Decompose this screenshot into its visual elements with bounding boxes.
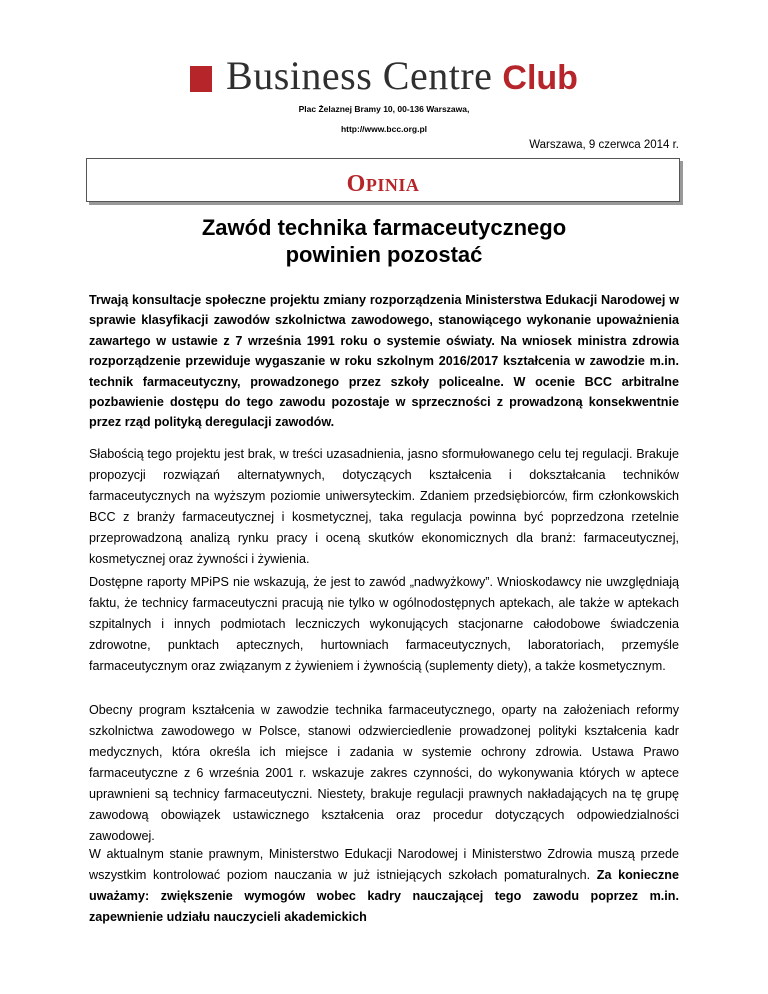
paragraph-3: Obecny program kształcenia w zawodzie technika farmaceutycznego, oparty na założeniach reformy szkolnictwa zawodowego w Polsce, stanowi odzwierciedlenie prowadzonej polityki kształcenia kadr medycznych, która określa ich miejsce i zadania w systemie ochrony zdrowia. Ustawa Prawo farmaceutyczne z 6 września 2001 r. wskazuje zakres czynności, do wykonywania których w aptece uprawnieni są technicy farmaceutyczni. Niestety, brakuje regulacji prawnych nakładających na tę grupę zawodową obowiązek ustawicznego kształcenia oraz procedur dotyczących odpowiedzialności zawodowej. [89,703,679,843]
bcc-logo [0,52,768,99]
logo-square-icon [190,66,212,92]
title-line-2: powinien pozostać [285,242,483,267]
title-line-1: Zawód technika farmaceutycznego [201,215,567,240]
paragraph-2: Dostępne raporty MPiPS nie wskazują, że jest to zawód „nadwyżkowy”. Wnioskodawcy nie uwzględniają faktu, że technicy farmaceutyczni pracują nie tylko w ogólnodostępnych aptekach, ale także w aptekach szpitalnych i innych podmiotach leczniczych wykonujących stacjonarne całodobowe świadczenia zdrowotne, punktach aptecznych, hurtowniach farmaceutycznych, laboratoriach, przemyśle farmaceutycznym oraz związanym z żywieniem i żywnością (suplementy diety), a także kosmetycznym. [89,575,679,673]
lead-paragraph: Trwają konsultacje społeczne projektu zmiany rozporządzenia Ministerstwa Edukacji Narodowej w sprawie klasyfikacji zawodów szkolnictwa zawodowego, stanowiącego wykonanie upoważnienia zawartego w ustawie z 7 września 1991 roku o systemie oświaty. Na wniosek ministra zdrowia rozporządzenie przewiduje wygaszanie w roku szkolnym 2016/2017 kształcenia w zawodzie m.in. technik farmaceutyczny, prowadzonego przez szkoły policealne. W ocenie BCC arbitralne pozbawienie dostępu do tego zawodu pozostaje w sprzeczności z prowadzoną konsekwentnie przez rząd polityką deregulacji zawodów. [89,293,679,430]
website-url: http://www.bcc.org.pl [340,124,428,134]
paragraph-4 [89,844,679,928]
section-label [347,165,420,198]
logo-club-text: Club [502,59,578,97]
section-label-box [86,158,680,202]
logo-main-text: Business Centre [226,53,493,98]
paragraph-4-bold: Za konieczne uważamy: zwiększenie wymogów wobec kadry nauczającej tego zawodu poprzez m.in. zapewnienie udziału nauczycieli akademickich [89,868,679,924]
section-label-rest: PINIA [365,175,420,195]
section-label-initial: O [346,171,366,197]
document-date: Warszawa, 9 czerwca 2014 r. [529,139,679,151]
paragraph-1: Słabością tego projektu jest brak, w treści uzasadnienia, jasno sformułowanego celu tej regulacji. Brakuje propozycji rozwiązań alternatywnych, dotyczących kształcenia i dokształcania techników farmaceutycznych na wyższym poziomie uniwersyteckim. Zdaniem przedsiębiorców, firm członkowskich BCC z branży farmaceutycznej i kosmetycznej, taka regulacja powinna być poprzedzona rzetelnie przeprowadzoną analizą rynku pracy i oceną skutków ekonomicznych dla branż: farmaceutycznej, kosmetycznej oraz żywności i żywienia. [89,447,679,566]
address: Plac Żelaznej Bramy 10, 00-136 Warszawa, [298,104,470,114]
paragraph-4-text: W aktualnym stanie prawnym, Ministerstwo Edukacji Narodowej i Ministerstwo Zdrowia muszą przede wszystkim kontrolować poziom nauczania w już istniejących szkołach pomaturalnych. [89,847,679,882]
document-title [0,214,768,268]
